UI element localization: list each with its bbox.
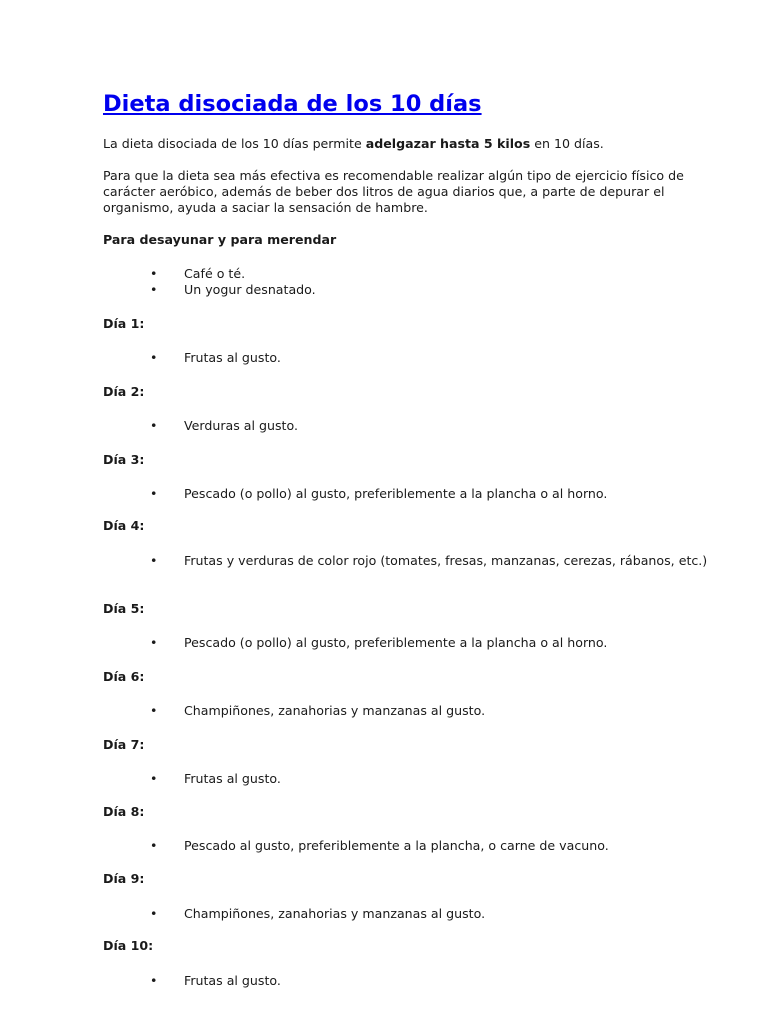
list-item-text: Frutas al gusto. bbox=[184, 350, 281, 365]
bullet-icon: • bbox=[150, 771, 158, 786]
day-heading: Día 10: bbox=[103, 938, 154, 953]
breakfast-heading: Para desayunar y para merendar bbox=[103, 232, 337, 247]
list-item-text: Frutas y verduras de color rojo (tomates, fresas, manzanas, cerezas, rábanos, etc.) bbox=[184, 553, 708, 568]
intro-text-end: en 10 días. bbox=[530, 136, 604, 151]
list-item-text: Pescado (o pollo) al gusto, preferiblemente a la plancha o al horno. bbox=[184, 486, 608, 501]
list-item bbox=[150, 973, 736, 989]
bullet-icon: • bbox=[150, 906, 158, 921]
list-item bbox=[150, 282, 736, 298]
day-heading: Día 7: bbox=[103, 737, 145, 752]
list-item bbox=[150, 418, 736, 434]
bullet-icon: • bbox=[150, 553, 158, 568]
bullet-icon: • bbox=[150, 838, 158, 853]
list-item-text: Un yogur desnatado. bbox=[184, 282, 316, 297]
list-item-text: Café o té. bbox=[184, 266, 246, 281]
list-item-text: Verduras al gusto. bbox=[184, 418, 298, 433]
intro-paragraph bbox=[103, 136, 703, 152]
list-item bbox=[150, 771, 736, 787]
list-item bbox=[150, 906, 736, 922]
list-item bbox=[150, 838, 736, 854]
bullet-icon: • bbox=[150, 703, 158, 718]
day-heading: Día 4: bbox=[103, 518, 145, 533]
day-heading: Día 6: bbox=[103, 669, 145, 684]
list-item-text: Champiñones, zanahorias y manzanas al gusto. bbox=[184, 703, 486, 718]
list-item-text: Pescado (o pollo) al gusto, preferiblemente a la plancha o al horno. bbox=[184, 635, 608, 650]
list-item bbox=[150, 703, 736, 719]
bullet-icon: • bbox=[150, 266, 158, 281]
bullet-icon: • bbox=[150, 973, 158, 988]
bullet-icon: • bbox=[150, 486, 158, 501]
list-item bbox=[150, 266, 736, 282]
bullet-icon: • bbox=[150, 350, 158, 365]
bullet-icon: • bbox=[150, 635, 158, 650]
intro-text-start: La dieta disociada de los 10 días permite bbox=[103, 136, 366, 151]
list-item-text: Champiñones, zanahorias y manzanas al gusto. bbox=[184, 906, 486, 921]
bullet-icon: • bbox=[150, 282, 158, 297]
intro-highlight: adelgazar hasta 5 kilos bbox=[365, 136, 531, 151]
list-item-text: Frutas al gusto. bbox=[184, 973, 281, 988]
list-item bbox=[150, 553, 736, 569]
list-item bbox=[150, 486, 736, 502]
list-item-text: Pescado al gusto, preferiblemente a la plancha, o carne de vacuno. bbox=[184, 838, 609, 853]
document-title: Dieta disociada de los 10 días bbox=[103, 91, 482, 117]
list-item bbox=[150, 350, 736, 366]
day-heading: Día 8: bbox=[103, 804, 145, 819]
day-heading: Día 3: bbox=[103, 452, 145, 467]
list-item-text: Frutas al gusto. bbox=[184, 771, 281, 786]
day-heading: Día 9: bbox=[103, 871, 145, 886]
bullet-icon: • bbox=[150, 418, 158, 433]
day-heading: Día 5: bbox=[103, 601, 145, 616]
day-heading: Día 1: bbox=[103, 316, 145, 331]
list-item bbox=[150, 635, 736, 651]
day-heading: Día 2: bbox=[103, 384, 145, 399]
advice-paragraph: Para que la dieta sea más efectiva es recomendable realizar algún tipo de ejercicio físico de carácter aeróbico, además de beber dos litros de agua diarios que, a parte de depurar el organismo, ayuda a saciar la sensación de hambre. bbox=[103, 168, 684, 215]
